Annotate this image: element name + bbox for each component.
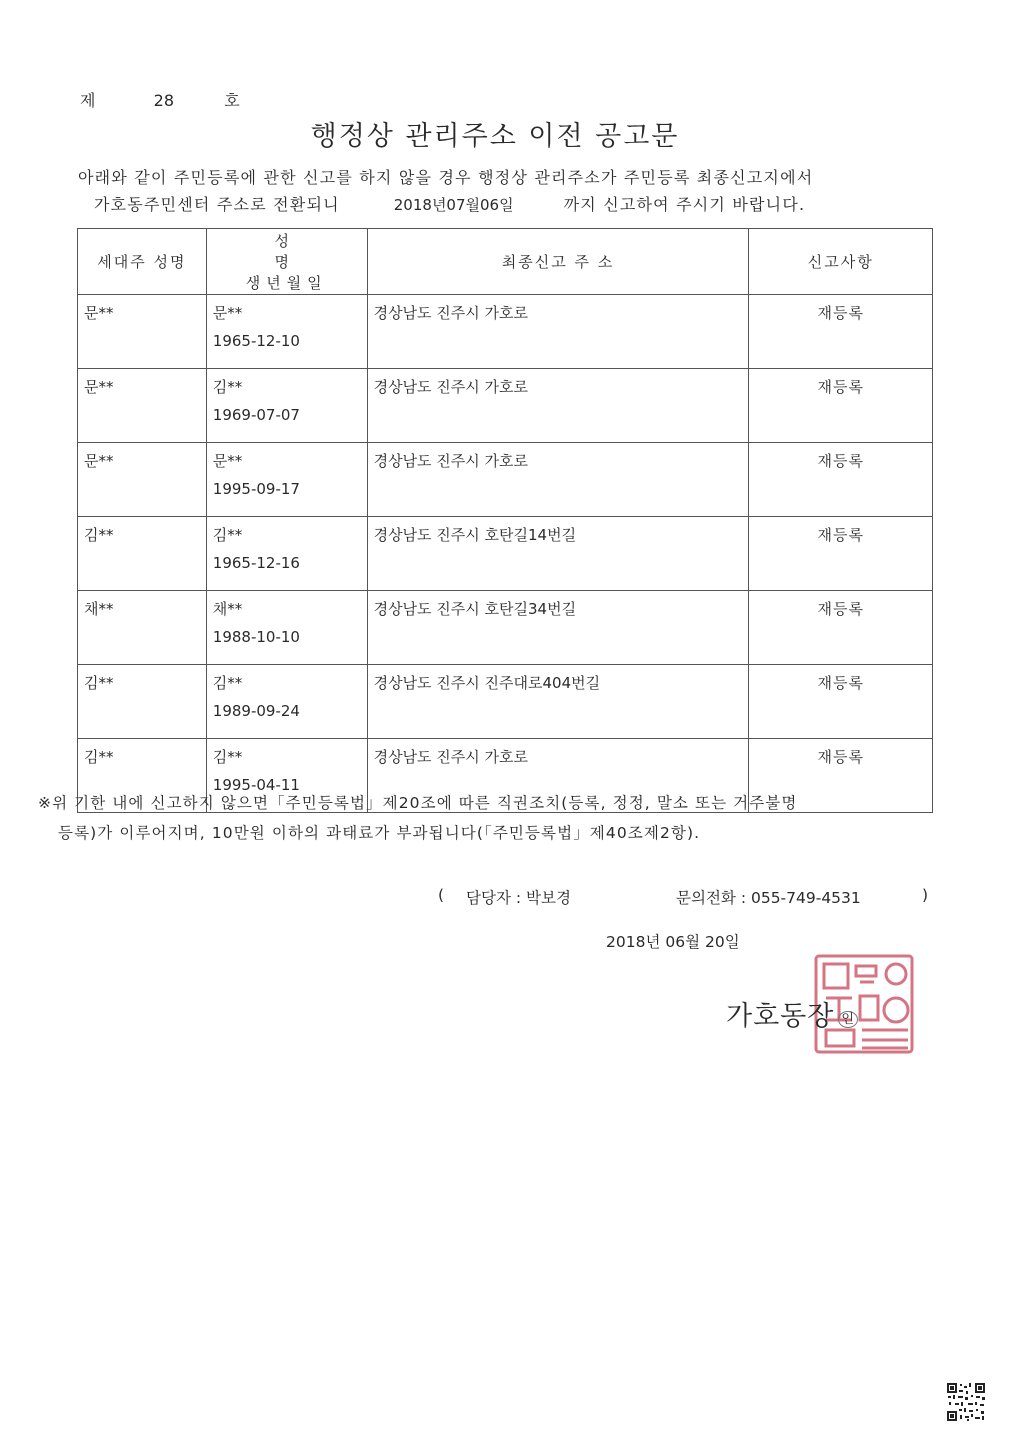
header-report: 신고사항 bbox=[749, 229, 933, 295]
cell-name-birth bbox=[206, 517, 367, 591]
cell-householder bbox=[78, 443, 207, 517]
notice-line-1: ※위 기한 내에 신고하지 않으면「주민등록법」제20조에 따른 직권조치(등록, 정정, 말소 또는 거주불명 bbox=[38, 794, 798, 812]
header-householder: 세대주 성명 bbox=[78, 229, 207, 295]
birth-date: 1995-09-17 bbox=[212, 480, 300, 498]
person-name: 채** bbox=[212, 600, 243, 618]
person-name: 문** bbox=[212, 304, 243, 322]
table-row bbox=[78, 295, 933, 369]
person-name: 김** bbox=[212, 526, 243, 544]
intro-paragraph bbox=[78, 164, 813, 219]
deadline-date: 2018년07월06일 bbox=[393, 196, 514, 214]
last-address: 경상남도 진주시 가호로 bbox=[373, 452, 529, 470]
last-address: 경상남도 진주시 진주대로404번길 bbox=[373, 674, 601, 692]
person-name: 김** bbox=[212, 674, 243, 692]
header-name: 성명 bbox=[274, 232, 339, 271]
header-name-birth bbox=[206, 229, 367, 295]
address-transfer-table bbox=[77, 228, 933, 813]
cell-report bbox=[749, 517, 933, 591]
cell-report bbox=[749, 591, 933, 665]
birth-date: 1995-04-11 bbox=[212, 776, 300, 794]
intro-line-1: 아래와 같이 주민등록에 관한 신고를 하지 않을 경우 행정상 관리주소가 주민등록 최종신고지에서 bbox=[78, 168, 814, 187]
notice-line-2: 등록)가 이루어지며, 10만원 이하의 과태료가 부과됩니다(「주민등록법」제40조제2항). bbox=[58, 824, 701, 842]
birth-date: 1965-12-16 bbox=[212, 554, 300, 572]
cell-address bbox=[367, 517, 749, 591]
legal-notice bbox=[38, 788, 797, 848]
cell-report bbox=[749, 443, 933, 517]
person-name: 문** bbox=[212, 452, 243, 470]
intro-line-2-end: 까지 신고하여 주시기 바랍니다. bbox=[563, 195, 806, 214]
table-row bbox=[78, 443, 933, 517]
birth-date: 1989-09-24 bbox=[212, 702, 300, 720]
cell-name-birth bbox=[206, 665, 367, 739]
cell-report bbox=[749, 665, 933, 739]
doc-number-suffix: 호 bbox=[224, 91, 240, 110]
report-type: 재등록 bbox=[817, 748, 864, 766]
householder-name: 문** bbox=[84, 304, 114, 322]
issue-date: 2018년 06월 20일 bbox=[606, 933, 740, 951]
cell-name-birth bbox=[206, 443, 367, 517]
table-row bbox=[78, 369, 933, 443]
householder-name: 문** bbox=[84, 378, 114, 396]
intro-line-2 bbox=[78, 191, 813, 219]
cell-address bbox=[367, 443, 749, 517]
seal-mark: 인 bbox=[838, 1011, 858, 1028]
contact-manager: 담당자 : 박보경 bbox=[466, 889, 571, 907]
header-birth: 생년월일 bbox=[245, 274, 328, 292]
signer-name: 가호동장 bbox=[726, 1001, 835, 1032]
birth-date: 1969-07-07 bbox=[212, 406, 300, 424]
birth-date: 1988-10-10 bbox=[212, 628, 300, 646]
report-type: 재등록 bbox=[817, 526, 864, 544]
table-row bbox=[78, 517, 933, 591]
householder-name: 김** bbox=[84, 748, 114, 766]
page-title: 행정상 관리주소 이전 공고문 bbox=[310, 121, 680, 152]
cell-householder bbox=[78, 591, 207, 665]
report-type: 재등록 bbox=[817, 600, 864, 618]
cell-address bbox=[367, 591, 749, 665]
last-address: 경상남도 진주시 호탄길34번길 bbox=[373, 600, 577, 618]
table-row bbox=[78, 591, 933, 665]
cell-name-birth bbox=[206, 591, 367, 665]
cell-name-birth bbox=[206, 369, 367, 443]
cell-householder bbox=[78, 517, 207, 591]
contact-info bbox=[438, 886, 928, 907]
person-name: 김** bbox=[212, 748, 243, 766]
intro-line-2-start: 가호동주민센터 주소로 전환되니 bbox=[94, 195, 340, 214]
header-address: 최종신고 주 소 bbox=[367, 229, 749, 295]
cell-householder bbox=[78, 665, 207, 739]
document-number bbox=[80, 88, 240, 111]
cell-report bbox=[749, 295, 933, 369]
cell-householder bbox=[78, 369, 207, 443]
cell-householder bbox=[78, 295, 207, 369]
last-address: 경상남도 진주시 호탄길14번길 bbox=[373, 526, 577, 544]
contact-paren-open: ( bbox=[438, 886, 445, 904]
contact-phone: 문의전화 : 055-749-4531 bbox=[676, 889, 861, 907]
person-name: 김** bbox=[212, 378, 243, 396]
householder-name: 문** bbox=[84, 452, 114, 470]
qr-code-icon bbox=[946, 1382, 986, 1422]
last-address: 경상남도 진주시 가호로 bbox=[373, 304, 529, 322]
birth-date: 1965-12-10 bbox=[212, 332, 300, 350]
table-row bbox=[78, 665, 933, 739]
householder-name: 김** bbox=[84, 674, 114, 692]
signer-title bbox=[726, 994, 858, 1033]
householder-name: 채** bbox=[84, 600, 114, 618]
householder-name: 김** bbox=[84, 526, 114, 544]
report-type: 재등록 bbox=[817, 378, 864, 396]
last-address: 경상남도 진주시 가호로 bbox=[373, 748, 529, 766]
last-address: 경상남도 진주시 가호로 bbox=[373, 378, 529, 396]
cell-address bbox=[367, 665, 749, 739]
table-header-row bbox=[78, 229, 933, 295]
cell-report bbox=[749, 369, 933, 443]
doc-number-value: 28 bbox=[153, 91, 175, 110]
contact-paren-close: ) bbox=[921, 886, 928, 904]
doc-number-prefix: 제 bbox=[80, 91, 96, 110]
cell-address bbox=[367, 369, 749, 443]
cell-name-birth bbox=[206, 295, 367, 369]
report-type: 재등록 bbox=[817, 674, 864, 692]
report-type: 재등록 bbox=[817, 452, 864, 470]
report-type: 재등록 bbox=[817, 304, 864, 322]
cell-address bbox=[367, 295, 749, 369]
